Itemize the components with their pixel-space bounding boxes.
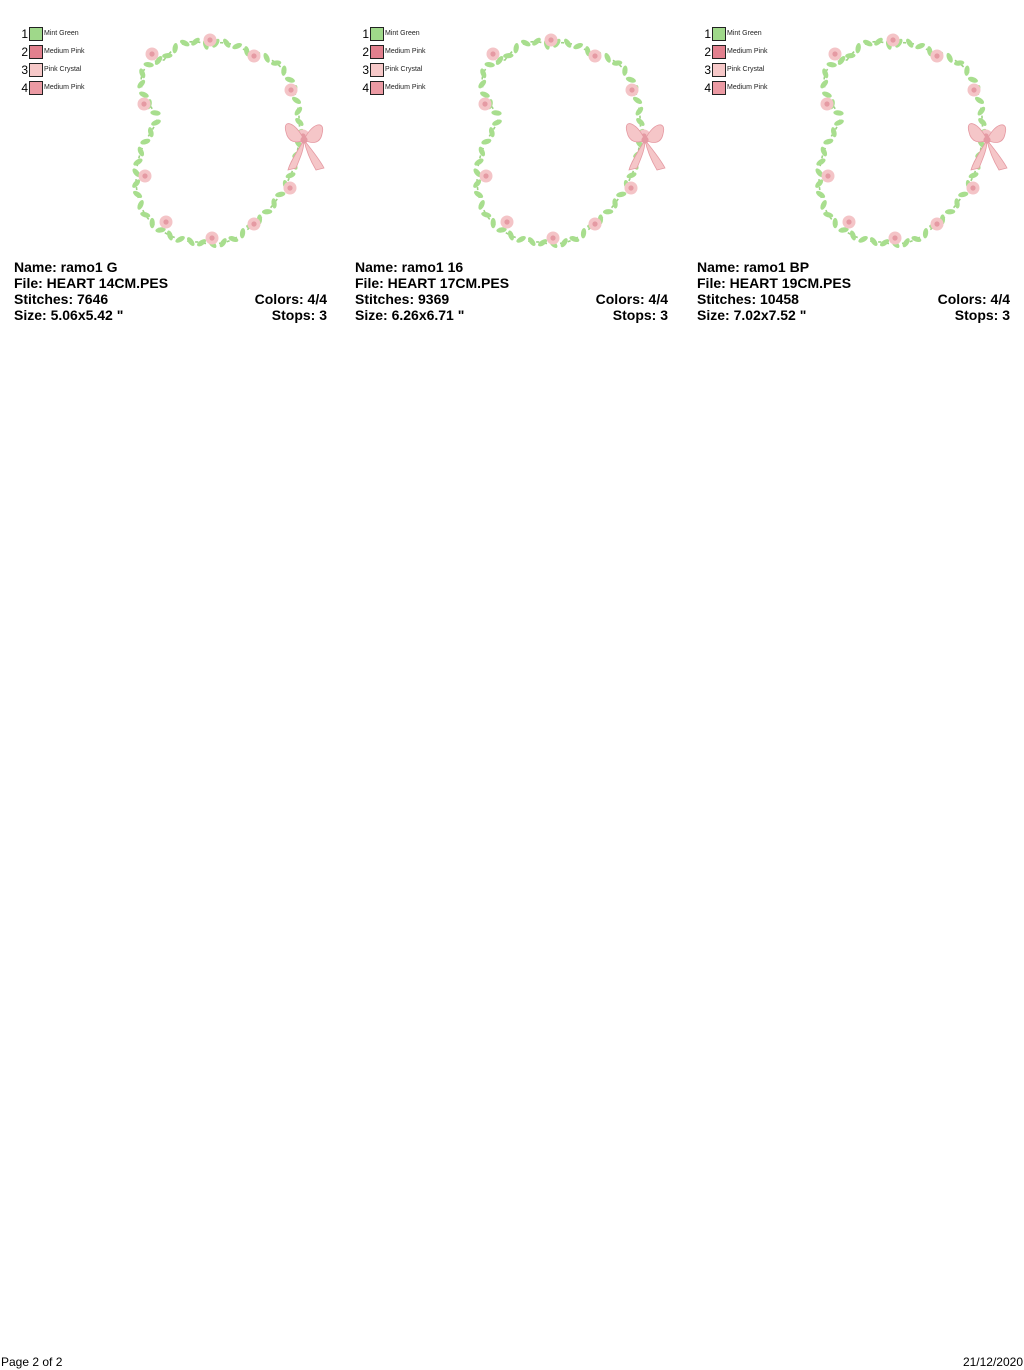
design-info [355, 259, 668, 323]
page-number: Page 2 of 2 [1, 1355, 63, 1369]
legend-number: 1 [362, 27, 369, 41]
leaf [491, 110, 502, 116]
vine-stem [477, 42, 640, 244]
legend-number: 2 [362, 45, 369, 59]
leaf [819, 199, 828, 211]
leaf [857, 235, 869, 244]
design-card [683, 0, 1010, 330]
rose-center [490, 51, 495, 56]
thread-name: Medium Pink [385, 48, 426, 55]
leaf [603, 52, 612, 64]
leaf [964, 65, 970, 76]
color-swatch [712, 45, 726, 59]
leaf [815, 189, 827, 199]
design-info [697, 259, 1010, 323]
design-name: Name: ramo1 BP [697, 259, 810, 275]
rose-center [628, 185, 633, 190]
leaf [833, 118, 845, 127]
leaf [572, 42, 584, 51]
leaf [515, 235, 527, 244]
stitch-count: Stitches: 7646 [14, 291, 109, 307]
rose-center [142, 173, 147, 178]
leaf [140, 138, 151, 146]
rose-center [483, 173, 488, 178]
leaf [634, 105, 644, 116]
leaf [849, 230, 857, 242]
leaf [477, 199, 486, 211]
leaf [481, 211, 492, 219]
leaf [862, 38, 874, 47]
leaf [513, 43, 520, 54]
leaf [132, 189, 144, 199]
leaf [491, 218, 496, 228]
stitch-count: Stitches: 10458 [697, 291, 799, 307]
vine-stem [136, 42, 299, 244]
leaf [520, 38, 532, 47]
color-swatch [712, 63, 726, 77]
color-swatch [29, 45, 43, 59]
rose-center [163, 219, 168, 224]
leaf [150, 110, 161, 116]
leaf [174, 235, 186, 244]
rose-center [934, 221, 939, 226]
leaf [284, 76, 295, 84]
design-name: Name: ramo1 16 [355, 259, 464, 275]
leaf [285, 171, 297, 180]
leaf [945, 52, 954, 64]
heart-wreath-design [110, 26, 330, 252]
color-count: Colors: 4/4 [254, 291, 327, 307]
file-name: File: HEART 17CM.PES [355, 275, 510, 291]
leaf [150, 218, 155, 228]
leaf [293, 105, 303, 116]
leaf [136, 199, 145, 211]
legend-number: 4 [21, 81, 28, 95]
legend-number: 2 [704, 45, 711, 59]
legend-number: 2 [21, 45, 28, 59]
leaf [833, 110, 844, 116]
rose-center [141, 101, 146, 106]
leaf [855, 43, 862, 54]
color-count: Colors: 4/4 [595, 291, 668, 307]
leaf [833, 218, 838, 228]
rose-center [832, 51, 837, 56]
rose-center [288, 87, 293, 92]
color-swatch [712, 81, 726, 95]
legend-number: 4 [362, 81, 369, 95]
leaf [291, 95, 303, 105]
stitch-count: Stitches: 9369 [355, 291, 450, 307]
color-swatch [29, 27, 43, 41]
leaf [622, 65, 628, 76]
thread-name: Medium Pink [44, 84, 85, 91]
thread-name: Medium Pink [385, 84, 426, 91]
design-size: Size: 7.02x7.52 " [697, 307, 807, 323]
leaf [477, 78, 488, 89]
leaf [580, 228, 586, 239]
color-swatch [29, 81, 43, 95]
rose-center [825, 173, 830, 178]
bow-knot [641, 136, 648, 143]
rose-center [550, 235, 555, 240]
leaf [819, 146, 828, 158]
leaf [239, 228, 245, 239]
leaf [262, 209, 273, 215]
thread-name: Medium Pink [44, 48, 85, 55]
leaf [632, 95, 644, 105]
leaf [484, 61, 495, 68]
leaf [136, 78, 147, 89]
bow-knot [300, 136, 307, 143]
leaf [845, 53, 856, 59]
rose-center [892, 235, 897, 240]
leaf [473, 189, 485, 199]
design-card [341, 0, 668, 330]
rose-center [287, 185, 292, 190]
rose-center [824, 101, 829, 106]
rose-center [971, 87, 976, 92]
leaf [262, 52, 271, 64]
leaf [140, 211, 151, 219]
rose-center [970, 185, 975, 190]
leaf [819, 78, 830, 89]
leaf [616, 191, 627, 198]
color-swatch [370, 27, 384, 41]
leaf [922, 228, 928, 239]
rose-center [149, 51, 154, 56]
leaf [603, 209, 614, 215]
leaf [625, 76, 636, 84]
legend-number: 3 [21, 63, 28, 77]
stop-count: Stops: 3 [271, 307, 327, 323]
thread-name: Medium Pink [727, 84, 768, 91]
leaf [968, 171, 980, 180]
file-name: File: HEART 19CM.PES [697, 275, 852, 291]
leaf [275, 191, 286, 198]
legend-number: 1 [21, 27, 28, 41]
leaf [945, 209, 956, 215]
thread-name: Pink Crystal [727, 66, 765, 73]
leaf [911, 235, 923, 243]
leaf [569, 235, 581, 243]
design-info [14, 259, 327, 323]
legend-number: 4 [704, 81, 711, 95]
color-count: Colors: 4/4 [937, 291, 1010, 307]
leaf [967, 76, 978, 84]
file-name: File: HEART 14CM.PES [14, 275, 169, 291]
rose-center [890, 37, 895, 42]
thread-name: Pink Crystal [44, 66, 82, 73]
leaf [491, 118, 503, 127]
thread-name: Pink Crystal [385, 66, 423, 73]
leaf [507, 230, 515, 242]
leaf [976, 105, 986, 116]
bow-tail [304, 140, 324, 170]
legend-number: 1 [704, 27, 711, 41]
color-swatch [29, 63, 43, 77]
thread-name: Mint Green [385, 30, 420, 37]
design-card [0, 0, 327, 330]
rose-center [504, 219, 509, 224]
legend-number: 3 [704, 63, 711, 77]
thread-name: Mint Green [44, 30, 79, 37]
leaf [626, 171, 638, 180]
leaf [914, 42, 926, 51]
stop-count: Stops: 3 [954, 307, 1010, 323]
thread-name: Medium Pink [727, 48, 768, 55]
leaf [974, 95, 986, 105]
leaf [136, 146, 145, 158]
leaf [503, 53, 514, 59]
leaf [150, 118, 162, 127]
rose-center [592, 221, 597, 226]
leaf [179, 38, 191, 47]
design-size: Size: 6.26x6.71 " [355, 307, 465, 323]
leaf [228, 235, 240, 243]
bow-tail [645, 140, 665, 170]
leaf [477, 146, 486, 158]
leaf [958, 191, 969, 198]
print-date: 21/12/2020 [962, 1355, 1023, 1369]
color-swatch [370, 45, 384, 59]
leaf [281, 65, 287, 76]
leaf [231, 42, 243, 51]
legend-number: 3 [362, 63, 369, 77]
rose-center [629, 87, 634, 92]
bow-knot [983, 136, 990, 143]
color-swatch [370, 63, 384, 77]
stop-count: Stops: 3 [612, 307, 668, 323]
bow-tail [987, 140, 1007, 170]
leaf [481, 138, 492, 146]
rose-center [251, 221, 256, 226]
leaf [172, 43, 179, 54]
rose-center [846, 219, 851, 224]
color-swatch [712, 27, 726, 41]
color-swatch [370, 81, 384, 95]
leaf [826, 61, 837, 68]
rose-center [934, 53, 939, 58]
rose-center [482, 101, 487, 106]
rose-center [251, 53, 256, 58]
leaf [823, 138, 834, 146]
rose-center [592, 53, 597, 58]
vine-stem [819, 42, 982, 244]
design-size: Size: 5.06x5.42 " [14, 307, 124, 323]
thread-name: Mint Green [727, 30, 762, 37]
leaf [143, 61, 154, 68]
design-name: Name: ramo1 G [14, 259, 118, 275]
leaf [823, 211, 834, 219]
rose-center [548, 37, 553, 42]
rose-center [207, 37, 212, 42]
heart-wreath-design [451, 26, 671, 252]
leaf [162, 53, 173, 59]
leaf [166, 230, 174, 242]
heart-wreath-design [793, 26, 1013, 252]
rose-center [209, 235, 214, 240]
